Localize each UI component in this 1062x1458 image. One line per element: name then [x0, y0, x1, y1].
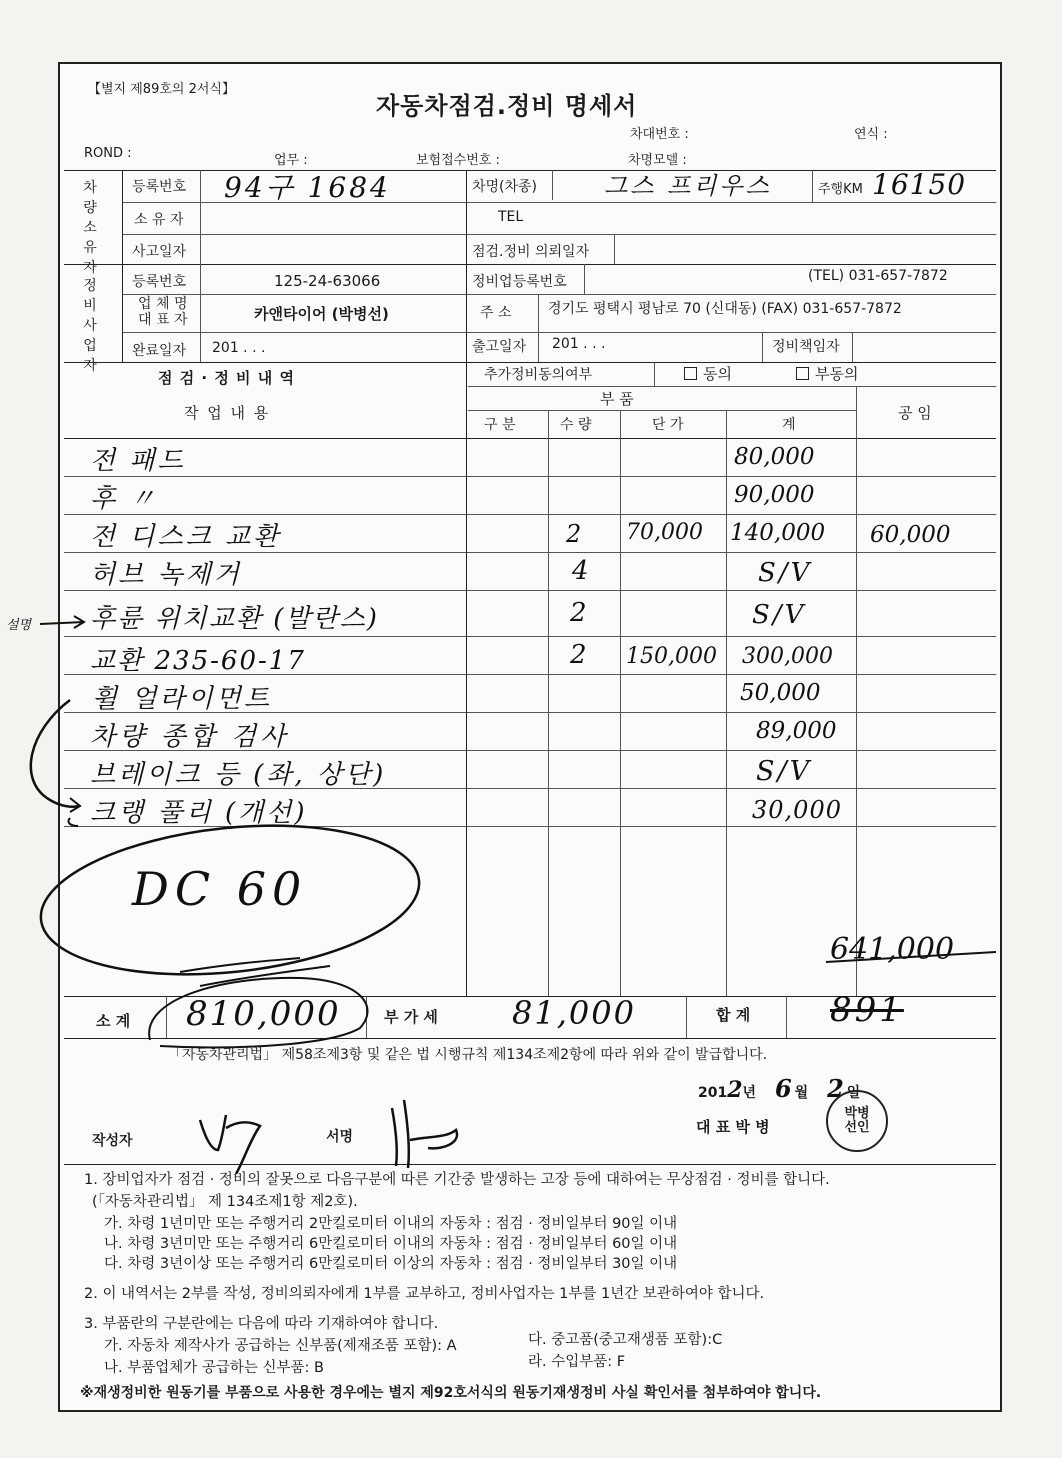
rule	[466, 170, 467, 996]
discount-note: DC 60	[132, 862, 308, 916]
rule	[64, 1164, 996, 1165]
rule	[122, 170, 123, 362]
date-day-hand: 2	[827, 1074, 847, 1103]
row-desc: 후륜 위치교환 (발란스)	[90, 604, 379, 634]
consent-agree[interactable]	[684, 363, 732, 384]
rule	[200, 170, 201, 362]
model-label: 차명모델 :	[628, 153, 687, 168]
agree-checkbox[interactable]	[684, 367, 697, 380]
note-3c: 다. 중고품(중고재생품 포함):C	[528, 1332, 723, 1348]
rule	[64, 264, 996, 265]
request-date-label: 점검.정비 의뢰일자	[472, 244, 590, 260]
rule	[762, 332, 763, 362]
form-title: 자동차점검.정비 명세서	[376, 92, 638, 120]
total-label: 합 계	[716, 1006, 751, 1024]
note-3a: 가. 자동차 제작사가 공급하는 신부품(제재조품 포함): A	[104, 1338, 457, 1354]
shop-rep-value: 카앤타이어 (박병선)	[254, 305, 389, 323]
row-total: 89,000	[756, 718, 837, 744]
rule	[366, 996, 367, 1038]
row-qty: 2	[566, 520, 585, 548]
disagree-checkbox[interactable]	[796, 367, 809, 380]
business-label: 업무 :	[274, 153, 308, 168]
agree-label: 동의	[703, 365, 732, 383]
row-desc: 후 〃	[90, 484, 159, 514]
vehicle-km-value: 16150	[872, 168, 967, 201]
shop-tel: (TEL) 031-657-7872	[808, 268, 948, 284]
row-unit: 150,000	[626, 644, 717, 669]
writer-label: 작성자	[92, 1133, 133, 1149]
shop-biz-reg-label: 정비업등록번호	[472, 274, 567, 290]
vehicle-km-label: 주행KM	[818, 182, 863, 197]
disagree-label: 부동의	[815, 365, 859, 383]
vehicle-reg-label: 등록번호	[132, 179, 187, 195]
row-desc: 전 디스크 교환	[90, 522, 282, 552]
rule	[122, 294, 996, 295]
rule	[614, 234, 615, 264]
row-qty: 2	[570, 598, 590, 628]
year-unit: 년	[742, 1085, 757, 1101]
month-unit: 월	[794, 1085, 809, 1101]
manager-label: 정비책임자	[772, 339, 840, 355]
subtotal-label: 소 계	[96, 1012, 131, 1030]
issue-statement: 「자동차관리법」 제58조제3항 및 같은 법 시행규칙 제134조제2항에 따라 위와 같이 발급합니다.	[168, 1047, 768, 1063]
sign-label: 서명	[326, 1129, 354, 1145]
rule	[654, 362, 655, 386]
col-work-header: 작 업 내 용	[184, 404, 271, 422]
handwritten-subtotal: 641,000	[830, 932, 955, 967]
col-parts-header: 부 품	[600, 390, 634, 408]
rule	[548, 410, 549, 996]
row-desc: 교환 235-60-17	[90, 646, 306, 676]
rule	[166, 996, 167, 1038]
rule	[852, 332, 853, 362]
shop-rep-label1: 업 체 명	[138, 296, 188, 312]
row-desc: 크랭 풀리 (개선)	[90, 798, 308, 828]
row-desc: 차량 종합 검사	[90, 722, 290, 752]
insurance-label: 보험접수번호 :	[416, 153, 500, 168]
done-date-value: 201 . . .	[212, 340, 266, 356]
rule	[584, 264, 585, 294]
subtotal-value: 810,000	[186, 994, 341, 1034]
rond-label: ROND :	[84, 146, 132, 161]
row-total: 90,000	[734, 482, 815, 508]
row-unit: 70,000	[626, 520, 703, 545]
seal-text: 박병선인	[844, 1106, 870, 1135]
rule	[468, 410, 856, 411]
vehicle-name-value: 그스 프리우스	[604, 172, 772, 200]
rule	[468, 386, 996, 387]
date-year-hand: 2	[727, 1077, 743, 1103]
date-prefix: 201	[698, 1085, 728, 1101]
rule	[64, 170, 996, 171]
rule	[122, 234, 996, 235]
consent-disagree[interactable]	[796, 363, 858, 384]
shop-address-value: 경기도 평택시 평남로 70 (신대동) (FAX) 031-657-7872	[548, 301, 902, 317]
consent-label: 추가정비동의여부	[484, 367, 593, 383]
row-total: 50,000	[740, 680, 821, 706]
row-total: 140,000	[730, 520, 826, 546]
rule	[812, 170, 813, 202]
row-labor: 60,000	[870, 522, 951, 548]
rule	[726, 410, 727, 996]
row-qty: 4	[572, 556, 592, 586]
owner-label: 소 유 자	[134, 212, 184, 228]
shop-reg-value: 125-24-63066	[274, 272, 381, 290]
vehicle-name-label: 차명(차종)	[472, 179, 538, 195]
day-unit: 일	[846, 1085, 861, 1101]
seal-stamp	[826, 1090, 888, 1152]
col-total-header: 계	[782, 417, 796, 433]
rule	[552, 170, 553, 200]
total-value: 891	[830, 990, 904, 1030]
note-1-ref: (「자동차관리법」 제 134조제1항 제2호).	[92, 1194, 358, 1210]
row-total: 80,000	[734, 444, 815, 470]
col-type-header: 구 분	[484, 417, 516, 433]
note-1: 1. 장비업자가 점검 · 정비의 잘못으로 다음구분에 따른 기간중 발생하는 고장 등에 대하여는 무상점검 · 정비를 합니다.	[84, 1172, 830, 1188]
shop-section-label: 정비사업자	[83, 278, 97, 374]
col-unit-header: 단 가	[652, 417, 684, 433]
row-desc: 허브 녹제거	[90, 560, 242, 590]
date-month-hand: 6	[774, 1074, 795, 1103]
row-desc: 휠 얼라이먼트	[92, 684, 272, 714]
note-1a: 가. 차령 1년미만 또는 주행거리 2만킬로미터 이내의 자동차 : 점검 · 정비일부터 90일 이내	[104, 1216, 678, 1232]
work-section-title: 점 검 · 정 비 내 역	[158, 369, 295, 387]
row-desc: 전 패드	[90, 446, 186, 476]
rule	[786, 996, 787, 1038]
representative-label: 대 표 박 병	[696, 1118, 770, 1136]
note-3: 3. 부품란의 구분란에는 다음에 따라 기재하여야 합니다.	[84, 1316, 439, 1332]
col-labor-header: 공 임	[898, 404, 932, 422]
vehicle-reg-value: 94구 1684	[224, 171, 391, 204]
rule	[538, 294, 539, 362]
row-total: S/V	[758, 558, 813, 588]
shop-rep-label2: 대 표 자	[138, 312, 188, 328]
vat-label: 부 가 세	[384, 1008, 438, 1026]
accident-date-label: 사고일자	[132, 244, 187, 260]
note-1b: 나. 차령 3년미만 또는 주행거리 6만킬로미터 이내의 자동차 : 점검 · 정비일부터 60일 이내	[104, 1236, 678, 1252]
vehicle-section-label: 차량소유자	[83, 180, 97, 276]
col-qty-header: 수 량	[560, 417, 592, 433]
rule	[686, 996, 687, 1038]
note-3d: 라. 수입부품: F	[528, 1354, 626, 1370]
form-tag: 【별지 제89호의 2서식】	[88, 82, 235, 97]
shop-address-label: 주 소	[480, 305, 512, 321]
note-4: ※재생정비한 원동기를 부품으로 사용한 경우에는 별지 제92호서식의 원동기재생정비 사실 확인서를 첨부하여야 합니다.	[80, 1385, 822, 1401]
row-total: 30,000	[752, 796, 842, 824]
rule	[64, 1038, 996, 1039]
shop-reg-label: 등록번호	[132, 274, 187, 290]
row-total: S/V	[752, 600, 807, 630]
vat-value: 81,000	[512, 994, 636, 1032]
note-3b: 나. 부품업체가 공급하는 신부품: B	[104, 1360, 324, 1376]
side-note: 설명	[6, 618, 32, 633]
chassis-label: 차대번호 :	[630, 127, 689, 142]
rule	[856, 386, 857, 996]
row-total: 300,000	[742, 644, 833, 669]
note-2: 2. 이 내역서는 2부를 작성, 정비의뢰자에게 1부를 교부하고, 정비사업자는 1부를 1년간 보관하여야 합니다.	[84, 1286, 765, 1302]
row-desc: 브레이크 등 (좌, 상단)	[90, 760, 387, 790]
row-total: S/V	[756, 756, 813, 787]
out-date-value: 201 . . .	[552, 336, 606, 352]
note-1c: 다. 차령 3년이상 또는 주행거리 6만킬로미터 이상의 자동차 : 점검 · 정비일부터 30일 이내	[104, 1256, 678, 1272]
tel-label: TEL	[498, 209, 524, 225]
out-date-label: 출고일자	[472, 339, 527, 355]
rule	[620, 410, 621, 996]
done-date-label: 완료일자	[132, 343, 187, 359]
row-qty: 2	[570, 640, 590, 670]
rule	[122, 332, 996, 333]
year-label: 연식 :	[854, 127, 888, 142]
